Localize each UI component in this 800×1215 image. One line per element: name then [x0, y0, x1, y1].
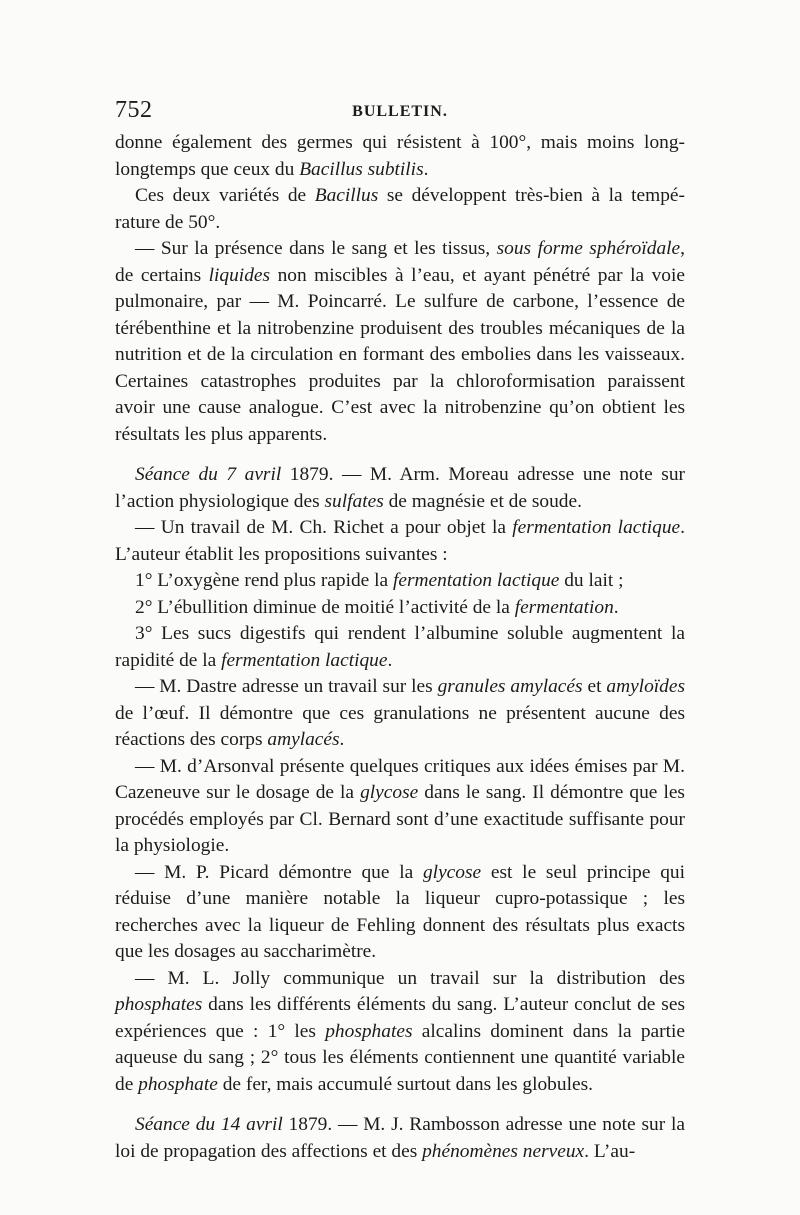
paragraph — [115, 754, 685, 860]
text-run: 1879. — M. Arm. Moreau adresse une note sur l’action physiologique des — [115, 464, 685, 512]
text-run: . — [423, 158, 429, 180]
text-run: de fer, mais accumulé surtout dans les globules. — [217, 1073, 593, 1095]
italic-text: amylacés — [267, 729, 340, 750]
paragraph — [115, 130, 685, 183]
italic-text: fermentation — [514, 596, 614, 618]
italic-text: sulfates — [324, 490, 384, 512]
text-run: du lait ; — [559, 570, 624, 591]
text-run: — M. Dastre adresse un travail sur les — [135, 676, 438, 697]
seance-paragraph — [115, 1112, 685, 1165]
text-run: dans les différents éléments du sang. L’auteur conclut de ses expériences que : 1° les — [115, 994, 685, 1042]
italic-text: phosphates — [115, 994, 203, 1015]
text-run: non miscibles à l’eau, et ayant pénétré par la voie pulmonaire, par — M. Poincarré. Le sulfure de carbone, l’essence de térébenthine et la nitrobenzine produisent des troubles mécaniques de la nutrition et de la circulation en formant des embolies dans les vaisseaux. Certaines catastrophes produites par la chloroformisation paraissent avoir une cause analogue. C’est avec la nitrobenzine qu’on obtient les résultats les plus apparents. — [115, 264, 685, 445]
italic-text: Séance du — [135, 464, 218, 485]
text-run: . L’auteur établit les propositions suivantes : — [115, 517, 686, 565]
italic-text: Bacillus — [314, 185, 379, 206]
text-run: — M. d’Arsonval présente quelques critiques aux idées émises par M. Cazeneuve sur le dosage de la — [115, 755, 685, 803]
body-text — [115, 130, 685, 1165]
italic-text: liquides — [208, 264, 271, 286]
italic-text: fermentation lactique — [512, 517, 681, 538]
italic-text: granules amylacés — [437, 676, 583, 697]
text-run: dans le sang. Il démontre que les procédés employés par Cl. Bernard sont d’une exactitude suffisante pour la physiologie. — [115, 782, 685, 856]
italic-text: glycose — [422, 861, 482, 883]
paragraph — [115, 674, 685, 754]
paragraph — [115, 568, 685, 595]
paragraph — [115, 966, 685, 1099]
text-run: Ces deux variétés de — [135, 185, 315, 206]
text-run: , de certains — [115, 238, 685, 286]
text-run: 2° L’ébullition diminue de moitié l’activité de la — [135, 596, 515, 618]
italic-text: fermentation lactique — [221, 649, 388, 671]
italic-text: sous forme sphéroïdale — [496, 238, 681, 259]
italic-text: Séance du — [135, 1114, 216, 1135]
page-number: 752 — [115, 97, 153, 123]
text-run: se développent très-bien à la température de 50°. — [115, 185, 685, 233]
text-run: donne également des germes qui résistent à 100°, mais moins longlongtemps que ceux du — [115, 132, 685, 180]
text-run: — Sur la présence dans le sang et les tissus, — [135, 238, 497, 259]
text-run: 1879. — M. J. Rambosson adresse une note sur la loi de propagation des affections et des — [115, 1114, 685, 1162]
seance-paragraph — [115, 462, 685, 515]
text-run: — Un travail de M. Ch. Richet a pour objet la — [135, 517, 513, 538]
text-run: . L’au- — [584, 1140, 636, 1162]
paragraph — [115, 236, 685, 448]
paragraph — [115, 860, 685, 966]
text-run: . — [339, 729, 345, 750]
italic-text: Bacillus subtilis — [299, 158, 424, 180]
running-head: BULLETIN. — [352, 103, 448, 120]
text-run: — M. P. Picard démontre que la — [135, 861, 423, 883]
italic-text: amyloïdes — [606, 676, 685, 697]
text-run: et — [582, 676, 607, 697]
italic-text: fermentation lactique — [392, 570, 560, 591]
paragraph — [115, 515, 685, 568]
text-run: est le seul principe qui réduise d’une manière notable la liqueur cupro-potassique ; les recherches avec la liqueur de Fehling donnent des résultats plus exacts que les dosages au saccharimètre. — [115, 861, 685, 962]
text-run: de magnésie et de soude. — [383, 490, 582, 512]
text-run: . — [613, 596, 619, 618]
italic-text: 7 avril — [226, 464, 282, 485]
paragraph — [115, 621, 685, 674]
text-run: 3° Les sucs digestifs qui rendent l’albumine soluble augmentent la rapidité de la — [115, 623, 685, 671]
italic-text: phénomènes nerveux — [422, 1140, 585, 1162]
text-run: — M. L. Jolly communique un travail sur la distribution des — [135, 967, 685, 989]
italic-text: 14 avril — [220, 1114, 283, 1135]
text-run: alcalins dominent dans la partie aqueuse du sang ; 2° tous les éléments contiennent une quantité variable de — [115, 1020, 685, 1095]
italic-text: glycose — [360, 782, 419, 803]
text-run: 1° L’oxygène rend plus rapide la — [135, 570, 393, 591]
italic-text: phosphate — [138, 1073, 218, 1095]
text-run: de l’œuf. Il démontre que ces granulations ne présentent aucune des réactions des corps — [115, 702, 685, 750]
paragraph — [115, 595, 685, 622]
page-header — [115, 97, 685, 127]
paragraph — [115, 183, 685, 236]
text-run: . — [387, 649, 393, 671]
italic-text: phosphates — [325, 1020, 413, 1042]
